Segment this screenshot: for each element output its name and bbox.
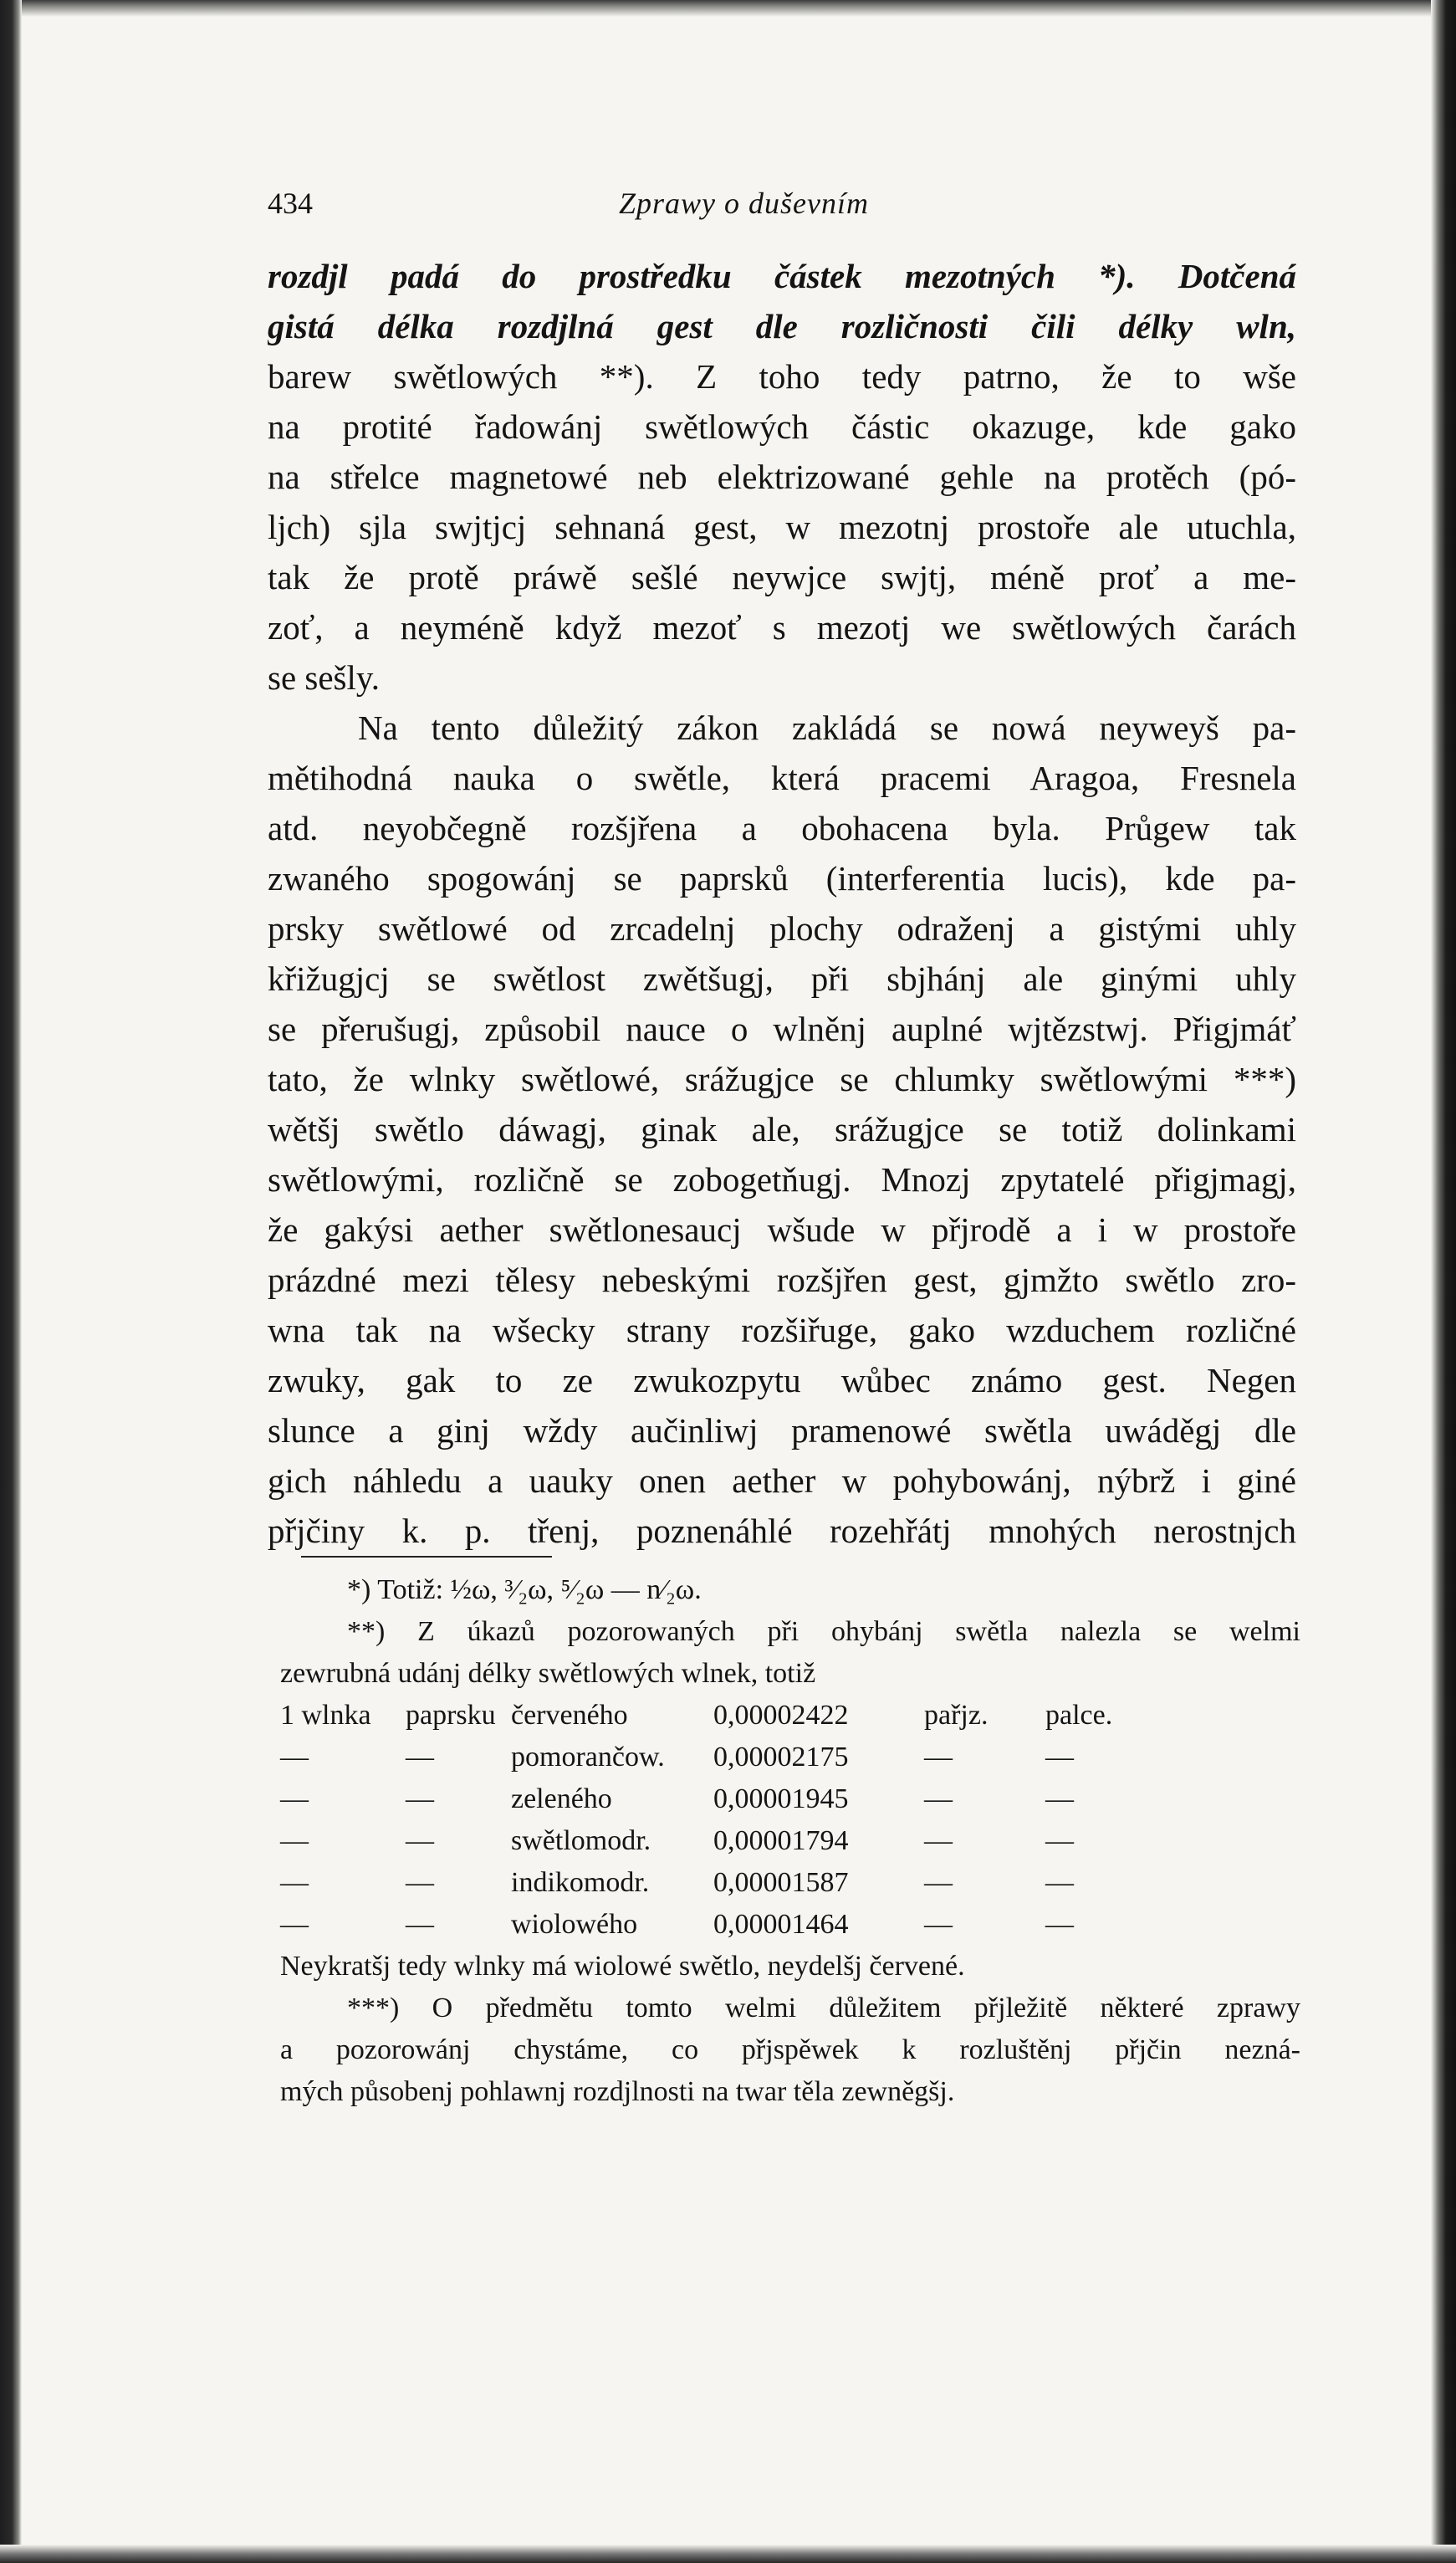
body-line: ljch) sjla swjtjcj sehnaná gest, w mezotnj prostoře ale utuchla, [268,508,1296,546]
body-text [268,251,1296,1556]
scan-right-edge [1431,0,1456,2563]
table-cell: 0,00002422 [713,1700,849,1731]
footnote-line: ***) O předmětu tomto welmi důležitem přjležitě některé zprawy [347,1993,1300,2023]
body-line: zoť, a neyméně když mezoť s mezotj we swětlowých čarách [268,608,1296,647]
table-row [280,1737,1116,1778]
table-cell: paprsku [406,1700,496,1731]
table-cell: — [280,1742,309,1773]
table-cell: — [1045,1909,1074,1940]
table-row [280,1820,1116,1862]
table-row [280,1695,1116,1737]
body-line: se sešly. [268,658,380,697]
body-line: na protité řadowánj swětlowých částic okazuge, kde gako [268,407,1296,446]
footnote-line: mých působenj pohlawnj rozdjlnosti na twar těla zewněgšj. [280,2076,955,2107]
table-cell: 1 wlnka [280,1700,371,1731]
table-cell: indikomodr. [511,1867,650,1898]
body-line: prsky swětlowé od zrcadelnj plochy odraženj a gistými uhly [268,909,1296,948]
body-line: atd. neyobčegně rozšjřena a obohacena byla. Průgew tak [268,809,1296,847]
wavelength-table [280,1695,1116,1946]
table-cell: pařjz. [924,1700,989,1731]
table-cell: palce. [1045,1700,1113,1731]
footnote-line: a pozorowánj chystáme, co přjspěwek k rozluštěnj přjčin nezná- [280,2034,1300,2065]
table-cell: — [924,1909,953,1940]
body-line: Na tento důležitý zákon zakládá se nowá neyweyš pa- [358,709,1296,747]
table-cell: — [924,1825,953,1856]
body-line: křižugjcj se swětlost zwětšugj, při sbjhánj ale ginými uhly [268,959,1296,998]
table-cell: — [406,1742,434,1773]
body-line: že gakýsi aether swětlonesaucj wšude w přjrodě a i w prostoře [268,1210,1296,1249]
footnotes [280,1569,1300,1695]
body-line: wětšj swětlo dáwagj, ginak ale, srážugjce se totiž dolinkami [268,1110,1296,1148]
footnote-line: zewrubná udánj délky swětlowých wlnek, totiž [280,1658,816,1689]
table-cell: — [924,1867,953,1898]
body-line: tak že protě práwě sešlé neywjce swjtj, méně proť a me- [268,558,1296,596]
table-row [280,1904,1116,1946]
table-cell: — [924,1783,953,1814]
table-cell: — [280,1867,309,1898]
footnote-rule [301,1556,552,1558]
footnotes-continued [280,1946,1300,2113]
table-cell: — [406,1867,434,1898]
body-line: zwuky, gak to ze zwukozpytu wůbec známo gest. Negen [268,1361,1296,1399]
table-cell: — [1045,1783,1074,1814]
table-cell: — [406,1783,434,1814]
page-number: 434 [268,187,313,220]
footnote-line: **) Z úkazů pozorowaných při ohybánj swětla nalezla se welmi [347,1616,1300,1647]
table-cell: — [1045,1867,1074,1898]
table-cell: pomorančow. [511,1742,665,1773]
table-cell: — [280,1825,309,1856]
table-cell: 0,00001587 [713,1867,849,1898]
body-line: na střelce magnetowé neb elektrizowané gehle na protěch (pó- [268,458,1296,496]
body-line: wna tak na wšecky strany rozšiřuge, gako wzduchem rozličné [268,1311,1296,1349]
table-cell: — [1045,1825,1074,1856]
scan-top-edge [0,0,1456,17]
running-head [268,186,1296,233]
table-cell: 0,00001945 [713,1783,849,1814]
table-cell: — [406,1825,434,1856]
body-line: rozdjl padá do prostředku částek mezotných *). Dotčená [268,257,1296,295]
table-cell: — [924,1742,953,1773]
body-line: tato, že wlnky swětlowé, srážugjce se chlumky swětlowými ***) [268,1060,1296,1098]
body-line: prázdné mezi tělesy nebeskými rozšjřen gest, gjmžto swětlo zro- [268,1261,1296,1299]
table-row [280,1778,1116,1820]
table-cell: červeného [511,1700,628,1731]
body-line: barew swětlowých **). Z toho tedy patrno, že to wše [268,357,1296,396]
body-line: slunce a ginj wždy aučinliwj pramenowé swětla uwáděgj dle [268,1411,1296,1450]
running-head-title: Zprawy o duševním [619,187,869,220]
table-cell: — [1045,1742,1074,1773]
footnote-line: Neykratšj tedy wlnky má wiolowé swětlo, neydelšj červené. [280,1951,965,1982]
body-line: gistá délka rozdjlná gest dle rozličnosti čili délky wln, [268,307,1296,345]
table-cell: — [406,1909,434,1940]
table-cell: zeleného [511,1783,612,1814]
scan-bottom-edge [0,2545,1456,2563]
table-cell: wiolowého [511,1909,638,1940]
body-line: zwaného spogowánj se paprsků (interferentia lucis), kde pa- [268,859,1296,898]
body-line: se přerušugj, způsobil nauce o wlněnj auplné wjtězstwj. Přigjmáť [268,1010,1296,1048]
footnote-line: *) Totiž: ½ω, ³⁄₂ω, ⁵⁄₂ω — n⁄₂ω. [347,1574,702,1605]
body-line: gich náhledu a uauky onen aether w pohybowánj, nýbrž i giné [268,1461,1296,1500]
table-cell: — [280,1909,309,1940]
table-cell: 0,00001464 [713,1909,849,1940]
body-line: přjčiny k. p. třenj, poznenáhlé rozehřátj mnohých nerostnjch [268,1512,1296,1550]
body-line: mětihodná nauka o swětle, která pracemi Aragoa, Fresnela [268,759,1296,797]
table-cell: 0,00002175 [713,1742,849,1773]
table-row [280,1862,1116,1904]
table-cell: 0,00001794 [713,1825,849,1856]
body-line: swětlowými, rozličně se zobogetňugj. Mnozj zpytatelé přigjmagj, [268,1160,1296,1199]
scan-left-edge [0,0,22,2563]
table-cell: — [280,1783,309,1814]
table-cell: swětlomodr. [511,1825,651,1856]
